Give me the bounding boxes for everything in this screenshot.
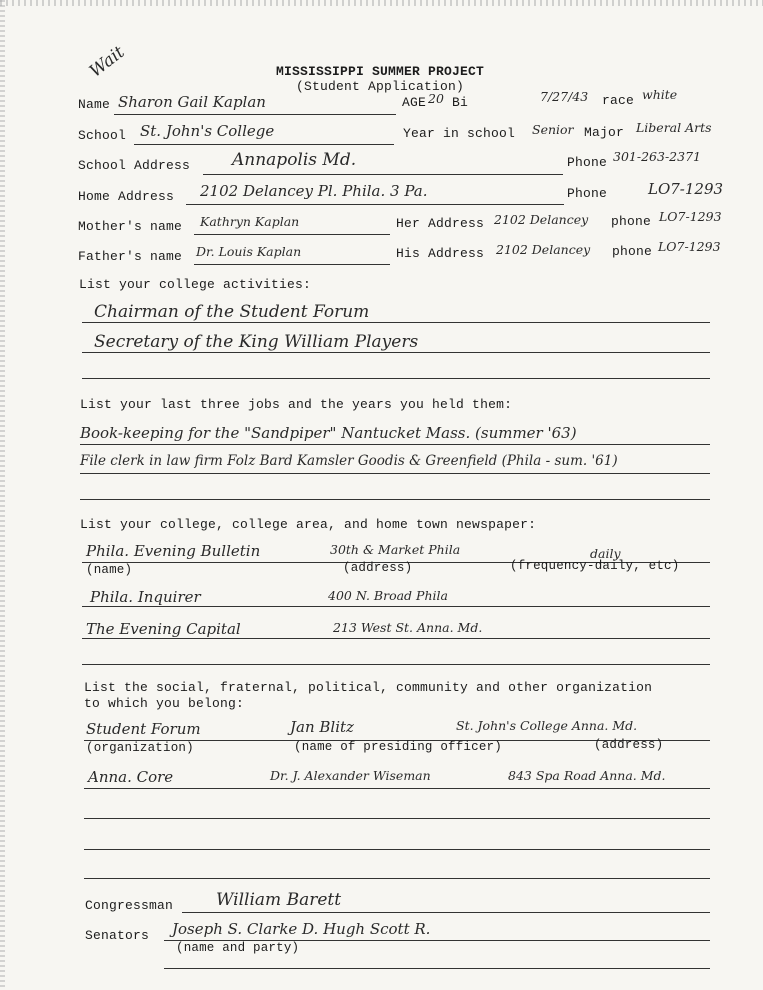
caption-name-party: (name and party) xyxy=(176,941,300,955)
name-value: Sharon Gail Kaplan xyxy=(118,93,266,111)
mother-value: Kathryn Kaplan xyxy=(200,214,300,229)
newspaper-2-name: Phila. Inquirer xyxy=(90,588,201,606)
mother-address-label: Her Address xyxy=(396,216,485,231)
activity-1: Chairman of the Student Forum xyxy=(94,302,370,322)
mother-address-value: 2102 Delancey xyxy=(494,212,589,227)
father-label: Father's name xyxy=(78,249,183,264)
home-phone-value: LO7-1293 xyxy=(648,180,724,198)
org-2-name: Anna. Core xyxy=(88,768,174,786)
activities-label: List your college activities: xyxy=(79,277,312,292)
newspaper-3-address: 213 West St. Anna. Md. xyxy=(333,620,483,635)
scan-edge-top xyxy=(0,0,763,6)
orgs-label-2: to which you belong: xyxy=(84,696,245,711)
school-value: St. John's College xyxy=(140,122,275,140)
form-subtitle: (Student Application) xyxy=(296,79,465,94)
school-address-label: School Address xyxy=(78,158,191,173)
senators-label: Senators xyxy=(85,928,150,943)
newspaper-1-frequency: daily xyxy=(590,546,621,561)
org-1-address: St. John's College Anna. Md. xyxy=(456,718,638,733)
caption-org-address: (address) xyxy=(594,738,664,752)
congressman-label: Congressman xyxy=(85,898,174,913)
school-phone-label: Phone xyxy=(567,155,608,170)
activity-2: Secretary of the King William Players xyxy=(94,332,419,352)
caption-officer: (name of presiding officer) xyxy=(294,740,502,754)
school-label: School xyxy=(78,128,127,143)
father-address-label: His Address xyxy=(396,246,485,261)
org-1-officer: Jan Blitz xyxy=(290,718,354,736)
race-value: white xyxy=(642,87,678,102)
newspapers-label: List your college, college area, and home town newspaper: xyxy=(80,517,537,532)
age-value: 20 xyxy=(428,91,444,106)
org-2-officer: Dr. J. Alexander Wiseman xyxy=(270,768,431,783)
year-value: Senior xyxy=(532,122,574,137)
mother-label: Mother's name xyxy=(78,219,183,234)
father-phone-label: phone xyxy=(612,244,653,259)
age-label: AGE xyxy=(402,95,427,110)
major-value: Liberal Arts xyxy=(636,120,712,135)
org-2-address: 843 Spa Road Anna. Md. xyxy=(508,768,666,783)
newspaper-1-address: 30th & Market Phila xyxy=(330,542,461,557)
school-phone-value: 301-263-2371 xyxy=(613,149,701,164)
mother-phone-value: LO7-1293 xyxy=(659,209,722,224)
caption-frequency: (frequency-daily, etc) xyxy=(510,559,680,573)
major-label: Major xyxy=(584,125,625,140)
congressman-value: William Barett xyxy=(216,890,342,910)
name-label: Name xyxy=(78,97,111,112)
home-address-label: Home Address xyxy=(78,189,175,204)
corner-note: Wait xyxy=(85,42,129,82)
form-title: MISSISSIPPI SUMMER PROJECT xyxy=(276,64,485,79)
year-label: Year in school xyxy=(403,126,516,141)
scan-edge-left xyxy=(0,0,5,990)
home-address-value: 2102 Delancey Pl. Phila. 3 Pa. xyxy=(200,182,428,200)
race-label: race xyxy=(602,93,635,108)
caption-organization: (organization) xyxy=(86,741,194,755)
caption-name: (name) xyxy=(86,563,133,577)
jobs-label: List your last three jobs and the years you held them: xyxy=(80,397,513,412)
orgs-label-1: List the social, fraternal, political, community and other organization xyxy=(84,680,653,695)
caption-address: (address) xyxy=(343,561,413,575)
newspaper-3-name: The Evening Capital xyxy=(86,620,241,638)
job-2: File clerk in law firm Folz Bard Kamsler Goodis & Greenfield (Phila - sum. '61) xyxy=(80,453,618,469)
newspaper-1-name: Phila. Evening Bulletin xyxy=(86,542,261,560)
father-address-value: 2102 Delancey xyxy=(496,242,591,257)
birth-value: 7/27/43 xyxy=(540,89,589,104)
newspaper-2-address: 400 N. Broad Phila xyxy=(328,588,448,603)
org-1-name: Student Forum xyxy=(86,720,201,738)
mother-phone-label: phone xyxy=(611,214,652,229)
school-address-value: Annapolis Md. xyxy=(232,150,357,170)
job-1: Book-keeping for the "Sandpiper" Nantucket Mass. (summer '63) xyxy=(80,424,577,442)
home-phone-label: Phone xyxy=(567,186,608,201)
senators-value: Joseph S. Clarke D. Hugh Scott R. xyxy=(172,920,431,938)
birth-label: Bi xyxy=(452,95,469,110)
father-value: Dr. Louis Kaplan xyxy=(196,244,302,259)
father-phone-value: LO7-1293 xyxy=(658,239,721,254)
